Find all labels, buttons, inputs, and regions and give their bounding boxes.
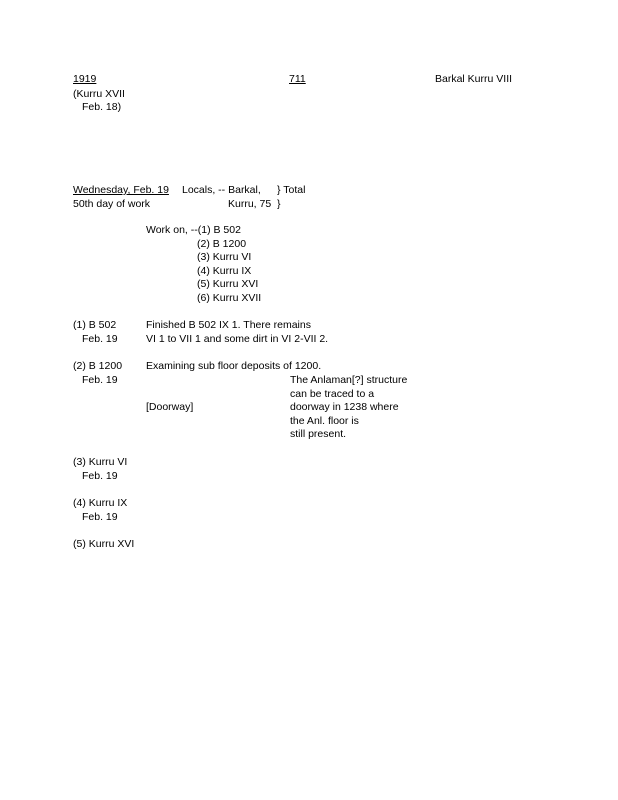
entry-total: } Total bbox=[277, 184, 306, 196]
note-text-b502: Finished B 502 IX 1. There remains bbox=[146, 319, 311, 331]
margin-note-doorway: [Doorway] bbox=[146, 401, 194, 413]
note-label-kurru-vi: (3) Kurru VI bbox=[73, 456, 128, 468]
work-intro: Work on, --(1) B 502 bbox=[146, 224, 241, 236]
note-label-kurru-ix: (4) Kurru IX bbox=[73, 497, 128, 509]
entry-date: Wednesday, Feb. 19 bbox=[73, 184, 169, 196]
header-sub-line-2: Feb. 18) bbox=[82, 101, 122, 113]
note-date-b502: Feb. 19 bbox=[82, 333, 118, 345]
work-item: (2) B 1200 bbox=[197, 238, 247, 250]
header-site: Barkal Kurru VIII bbox=[435, 73, 513, 85]
note-text-b502: VI 1 to VII 1 and some dirt in VI 2-VII 2. bbox=[146, 333, 329, 345]
side-note-line: can be traced to a bbox=[290, 388, 375, 400]
side-note-line: the Anl. floor is bbox=[290, 415, 359, 427]
note-date-b1200: Feb. 19 bbox=[82, 374, 118, 386]
work-item: (5) Kurru XVI bbox=[197, 278, 259, 290]
note-label-kurru-xvi: (5) Kurru XVI bbox=[73, 538, 135, 550]
side-note-line: The Anlaman[?] structure bbox=[290, 374, 408, 386]
work-item: (6) Kurru XVII bbox=[197, 292, 262, 304]
page-number: 711 bbox=[289, 73, 306, 85]
note-text-b1200: Examining sub floor deposits of 1200. bbox=[146, 360, 322, 372]
entry-day-count: 50th day of work bbox=[73, 198, 151, 210]
note-label-b1200: (2) B 1200 bbox=[73, 360, 123, 372]
note-label-b502: (1) B 502 bbox=[73, 319, 117, 331]
side-note-line: doorway in 1238 where bbox=[290, 401, 399, 413]
work-item: (4) Kurru IX bbox=[197, 265, 252, 277]
header-sub-line-1: (Kurru XVII bbox=[73, 88, 125, 100]
side-note-line: still present. bbox=[290, 428, 347, 440]
header-year: 1919 bbox=[73, 73, 97, 85]
entry-locals: Locals, -- Barkal, bbox=[182, 184, 261, 196]
note-date-kurru-vi: Feb. 19 bbox=[82, 470, 118, 482]
work-item: (3) Kurru VI bbox=[197, 251, 252, 263]
entry-kurru-count: Kurru, 75 bbox=[228, 198, 272, 210]
entry-brace: } bbox=[277, 198, 281, 210]
note-date-kurru-ix: Feb. 19 bbox=[82, 511, 118, 523]
